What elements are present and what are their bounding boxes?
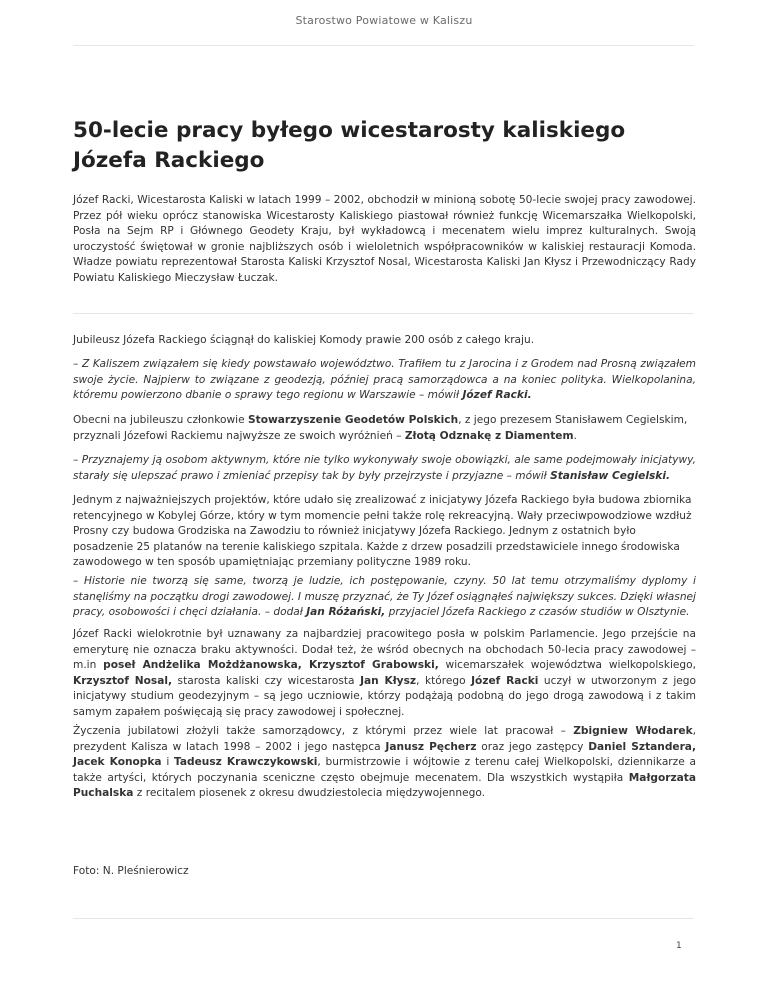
paragraph-projects: Jednym z najważniejszych projektów, które udało się zrealizować z inicjatywy Józefa Rackiego była budowa zbiornika retencyjnego w Kobylej Górze, który w tym momencie pełni także rolę rekreacyjną. Wały przeciwpowodziowe wzdłuż Prosny czy budowa Grodziska na Zawodziu to również inicjatywy Józefa Rackiego. Jednym z ostatnich było posadzenie 25 platanów na terenie kaliskiego szpitala. Każde z drzew posadzili przedstawiciele innego środowiska zawodowego w ten sposób upamiętniając przemiany polityczne 1989 roku. — [73, 494, 692, 569]
speaker-name: Józef Racki. — [462, 389, 532, 402]
paragraph-1: Jubileusz Józefa Rackiego ściągnął do kaliskiej Komody prawie 200 osób z całego kraju. — [73, 334, 535, 346]
speaker-name: Jan Różański, — [306, 606, 386, 619]
paragraph-wishes: Życzenia jubilatowi złożyli także samorządowcy, z którymi przez wiele lat pracował – Zbigniew Włodarek, prezydent Kalisza w latach 1998 – 2002 i jego następca Janusz Pęcherz oraz jego zastępcy Daniel Sztandera, Jacek Konopka i Tadeusz Krawczykowski, burmistrzowie i wójtowie z terenu całej Wielkopolski, dziennikarze a także artyści, których poczynania sceniczne często obejmuje mecenatem. Dla wszystkich wystąpiła Małgorzata Puchalska z recitalem piosenek z okresu dwudziestolecia międzywojennego. — [73, 725, 696, 800]
page-number: 1 — [676, 941, 682, 951]
page-header: Starostwo Powiatowe w Kaliszu — [295, 14, 473, 27]
speaker-name: Stanisław Cegielski. — [550, 469, 671, 482]
article-intro: Józef Racki, Wicestarosta Kaliski w latach 1999 – 2002, obchodził w minioną sobotę 50-lecie swojej pracy zawodowej. Przez pół wieku oprócz stanowiska Wicestarosty Kaliskiego piastował również funkcję Wicemarszałka Wielkopolski, Posła na Sejm RP i Głównego Geodety Kraju, był wykładowcą i mecenatem wielu imprez kulturalnych. Swoją uroczystość świętował w gronie najbliższych osób i wieloletnich współpracowników w kaliskiej restauracji Komoda. Władze powiatu reprezentował Starosta Kaliski Krzysztof Nosal, Wicestarosta Kaliski Jan Kłysz i Przewodniczący Rady Powiatu Kaliskiego Mieczysław Łuczak. — [73, 194, 696, 284]
header-divider — [73, 45, 694, 46]
quote-cegielski: – Przyznajemy ją osobom aktywnym, które nie tylko wykonywały swoje obowiązki, ale same podejmowały inicjatywy, starały się ulepszać prawo i zmieniać przepisy tak by były przejrzyste i przyjazne – mówił Stanisław Cegielski. — [73, 454, 696, 482]
quote-rozanski: – Historie nie tworzą się same, tworzą je ludzie, ich postępowanie, czyny. 50 lat temu otrzymaliśmy dyplomy i stanęliśmy na początku drogi zawodowej. I muszę przyznać, że Ty Józef osiągnąłeś największy sukces. Dzięki własnej pracy, osobowości i chęci działania. – dodał Jan Różański, przyjaciel Józefa Rackiego z czasów studiów w Olsztynie. — [73, 575, 696, 619]
article-title: 50-lecie pracy byłego wicestarosty kaliskiego Józefa Rackiego — [73, 118, 626, 173]
paragraph-award: Obecni na jubileuszu członkowie Stowarzyszenie Geodetów Polskich, z jego prezesem Stanisławem Cegielskim, przyznali Józefowi Rackiemu najwyższe ze swoich wyróżnień – Złotą Odznakę z Diamentem. — [73, 414, 688, 442]
photo-credit: Foto: N. Pleśnierowicz — [73, 865, 189, 877]
footer-divider — [73, 918, 694, 919]
intro-divider — [73, 313, 694, 314]
quote-racki: – Z Kaliszem związałem się kiedy powstawało województwo. Trafiłem tu z Jarocina i z Grodem nad Prosną związałem swoje życie. Najpierw to związane z geodezją, później pracą samorządowca a na koniec polityka. Wielkopolanina, któremu powierzono dbanie o sprawy tego regionu w Warszawie – mówił Józef Racki. — [73, 358, 696, 402]
paragraph-career: Józef Racki wielokrotnie był uznawany za najbardziej pracowitego posła w polskim Parlamencie. Jego przejście na emeryturę nie oznacza braku aktywności. Dodał też, że wśród obecnych na obchodach 50-lecia pracy zawodowej – m.in poseł Andżelika Możdżanowska, Krzysztof Grabowski, wicemarszałek województwa wielkopolskiego, Krzysztof Nosal, starosta kaliski czy wicestarosta Jan Kłysz, którego Józef Racki uczył w utworzonym z jego inicjatywy studium geodezyjnym – są jego uczniowie, którzy podążają podobną do jego drogą zawodową i z takim samym zapałem poświęcają się pracy zawodowej i społecznej. — [73, 628, 697, 718]
